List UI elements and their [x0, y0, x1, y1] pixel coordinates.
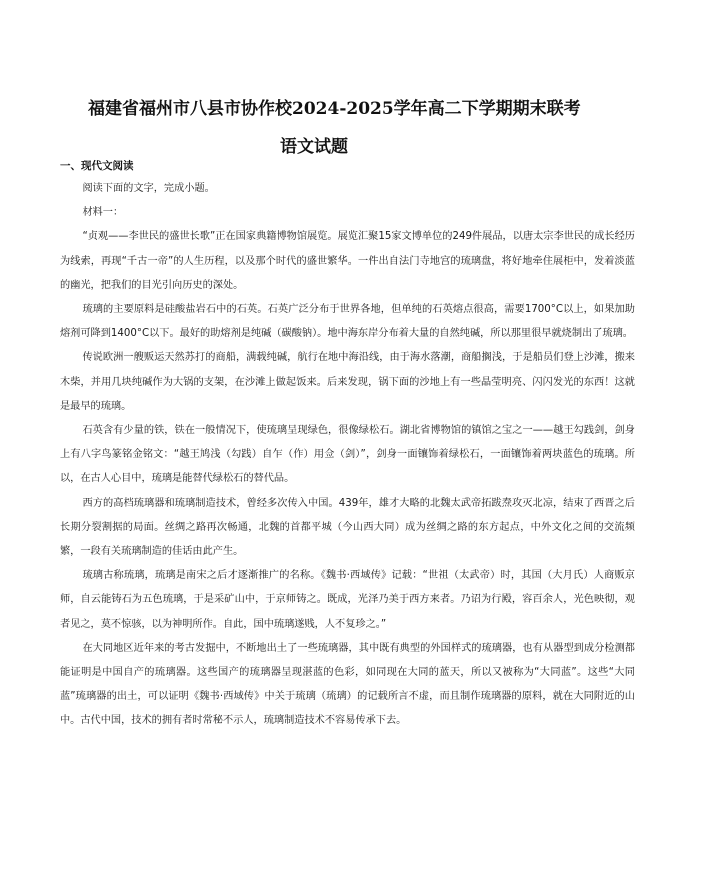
- material-label: 材料一：: [82, 207, 124, 219]
- document-title: 福建省福州市八县市协作校2024-2025学年高二下学期期末联考: [88, 99, 581, 119]
- document-subtitle: 语文试题: [280, 137, 348, 157]
- instruction-paragraph: 阅读下面的文字，完成小题。: [82, 183, 215, 194]
- paragraph: “贞观——李世民的盛世长歌”正在国家典籍博物馆展览。展览汇聚15家文博单位的249件展品，以唐太宗李世民的成长经历为线索，再现“千古一帝”的人生历程，以及那个时代的盛世繁华。一件出自法门寺地宫的琉璃盘，将好地牵住展柜中，发着淡蓝的幽光，把我们的目光引向历史的深处。: [60, 231, 635, 291]
- paragraph: 在大同地区近年来的考古发掘中，不断地出土了一些琉璃器，其中既有典型的外国样式的琉璃器，也有从器型到成分检测都能证明是中国自产的琉璃器。这些国产的琉璃器呈现湛蓝的色彩，如同现在大同的蓝天，所以又被称为“大同蓝”。这些“大同蓝”琉璃器的出土，可以证明《魏书·西域传》中关于琉璃（琉璃）的记载所言不虚，而且制作琉璃器的原料，就在大同附近的山中。古代中国，技术的拥有者时常秘不示人，琉璃制造技术不容易传承下去。: [60, 642, 635, 727]
- paragraph: 传说欧洲一艘贩运天然苏打的商船，满载纯碱，航行在地中海沿线，由于海水落潮，商船搁浅，于是船员们登上沙滩，搬来木柴，并用几块纯碱作为大锅的支架，在沙滩上做起饭来。后来发现，锅下面的沙地上有一些晶莹明亮、闪闪发光的东西！这就是最早的琉璃。: [60, 352, 635, 412]
- paragraph: 琉璃的主要原料是硅酸盐岩石中的石英。石英广泛分布于世界各地，但单纯的石英熔点很高，需要1700°C以上，如果加助熔剂可降到1400°C以下。最好的助熔剂是纯碱（碳酸钠）。地中海东岸分布着大量的自然纯碱，所以那里很早就烧制出了琉璃。: [60, 304, 635, 340]
- paragraph: 西方的高档琉璃器和琉璃制造技术，曾经多次传入中国。439年，雄才大略的北魏太武帝拓跋焘攻灭北凉，结束了西晋之后长期分裂割据的局面。丝绸之路再次畅通，北魏的首都平城（今山西大同）成为丝绸之路的东方起点，中外文化之间的交流频繁，一段有关琉璃制造的佳话由此产生。: [60, 497, 635, 558]
- paragraph: 石英含有少量的铁，铁在一般情况下，使琉璃呈现绿色，很像绿松石。湖北省博物馆的镇馆之宝之一——越王勾践剑，剑身上有八字鸟篆铭金铭文：“越王鸠浅（勾践）自乍（作）用佥（剑）”，剑身一面镶饰着绿松石，一面镶饰着两块蓝色的琉璃。所以，在古人心目中，琉璃是能替代绿松石的替代品。: [60, 425, 635, 485]
- paragraph: 琉璃古称琉璃，琉璃是南宋之后才逐渐推广的名称。《魏书·西域传》记载：“世祖（太武帝）时，其国（大月氏）人商贩京师，自云能铸石为五色琉璃，于是采矿山中，于京师铸之。既成，光泽乃美于西方来者。乃诏为行殿，容百余人，光色映彻，观者见之，莫不惊骇，以为神明所作。自此，国中琉璃遂贱，人不复珍之。”: [60, 570, 635, 630]
- section-heading: 一、现代文阅读: [60, 160, 134, 172]
- reading-passage: [60, 177, 635, 734]
